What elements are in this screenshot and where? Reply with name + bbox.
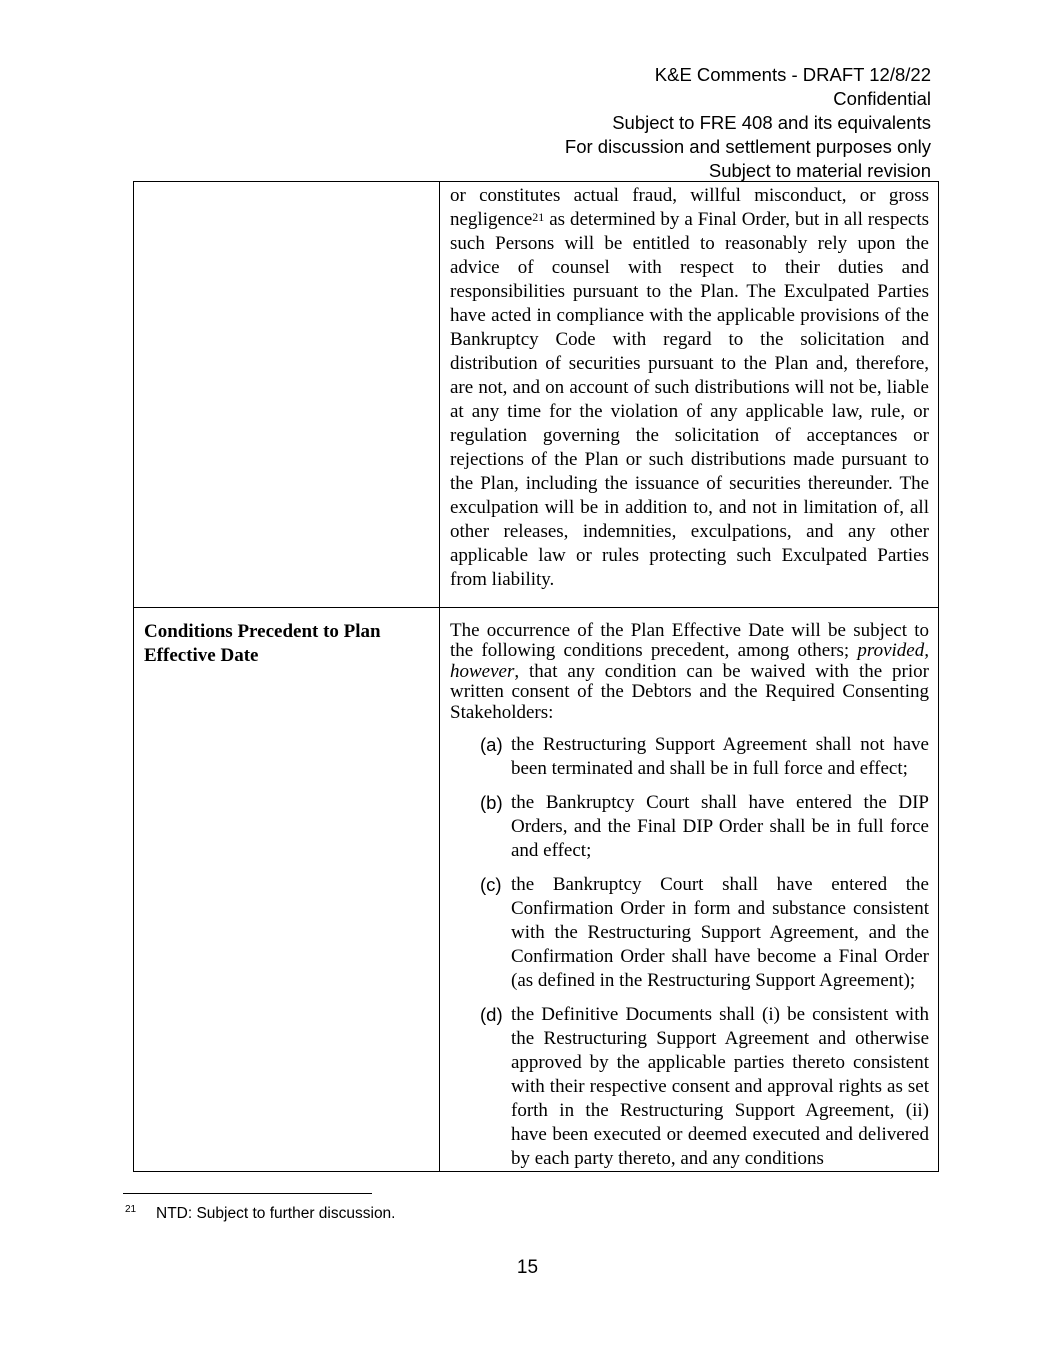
paragraph-text: as determined by a Final Order, but in all respects such Persons will be entitled to reasonably rely upon the advice of counsel with respect to their duties and responsibilities pursuant to the Plan. The Exculpated Parties have acted in compliance with the applicable provisions of the Bankruptcy Code with regard to the solicitation and distribution of securities pursuant to the Plan and, therefore, are not, and on account of such distributions will not be, liable at any time for the violation of any applicable law, rule, or regulation governing the solicitation of acceptances or rejections of the Plan or such distributions made pursuant to the Plan, including the issuance of securities thereunder. The exculpation will be in addition to, and not in limitation of, all other releases, indemnities, exculpations, and any other applicable law or rules protecting such Exculpated Parties from liability. bbox=[450, 209, 929, 590]
intro-italic-text: provided, however bbox=[450, 640, 929, 682]
page-number: 15 bbox=[516, 1257, 539, 1278]
row-body-cell bbox=[440, 608, 939, 1172]
header-line: For discussion and settlement purposes only bbox=[564, 136, 931, 157]
conditions-list bbox=[450, 733, 929, 1171]
list-item bbox=[450, 733, 929, 781]
list-marker: (a) bbox=[480, 734, 503, 756]
footnote-separator bbox=[123, 1193, 372, 1194]
row-label: Conditions Precedent to Plan Effective Date bbox=[144, 621, 381, 666]
list-item bbox=[450, 791, 929, 863]
conditions-intro bbox=[450, 621, 929, 723]
header-line: Subject to material revision bbox=[708, 160, 931, 181]
header-line: Subject to FRE 408 and its equivalents bbox=[612, 112, 931, 133]
list-marker: (d) bbox=[480, 1004, 503, 1026]
list-marker: (c) bbox=[480, 874, 502, 896]
list-item bbox=[450, 873, 929, 993]
condition-text: the Bankruptcy Court shall have entered the DIP Orders, and the Final DIP Order shall be in full force and effect; bbox=[511, 792, 929, 862]
paragraph-text: or constitutes actual fraud, willful misconduct, or gross negligence bbox=[450, 185, 929, 230]
footnote bbox=[125, 1204, 396, 1222]
condition-text: the Bankruptcy Court shall have entered the Confirmation Order in form and substance consistent with the Restructuring Support Agreement, and the Confirmation Order shall have become a Final Order (as defined in the Restructuring Support Agreement); bbox=[511, 874, 929, 992]
footnote-number: 21 bbox=[125, 1204, 137, 1215]
exculpation-paragraph bbox=[450, 184, 929, 592]
table-row bbox=[134, 608, 939, 1172]
footnote-text: NTD: Subject to further discussion. bbox=[156, 1205, 396, 1222]
row-body-cell bbox=[440, 182, 939, 608]
list-item bbox=[450, 1003, 929, 1171]
intro-text: The occurrence of the Plan Effective Date will be subject to the following conditions precedent, among others; bbox=[450, 620, 929, 662]
condition-text: the Definitive Documents shall (i) be consistent with the Restructuring Support Agreement and otherwise approved by the applicable parties thereto consistent with their respective consent and approval rights as set forth in the Restructuring Support Agreement, (ii) have been executed or deemed executed and delivered by each party thereto, and any conditions bbox=[511, 1004, 929, 1170]
row-label-cell bbox=[134, 182, 440, 608]
intro-text: , that any condition can be waived with the prior written consent of the Debtors and the Required Consenting Stakeholders: bbox=[450, 660, 929, 723]
condition-text: the Restructuring Support Agreement shall not have been terminated and shall be in full force and effect; bbox=[511, 734, 929, 780]
term-sheet-table bbox=[133, 181, 939, 1172]
header-line: K&E Comments - DRAFT 12/8/22 bbox=[654, 64, 931, 85]
row-label-cell bbox=[134, 608, 440, 1172]
header-line: Confidential bbox=[833, 88, 931, 109]
confidentiality-header bbox=[411, 63, 931, 183]
list-marker: (b) bbox=[480, 792, 503, 814]
footnote-reference[interactable]: 21 bbox=[532, 210, 545, 224]
table-row bbox=[134, 182, 939, 608]
